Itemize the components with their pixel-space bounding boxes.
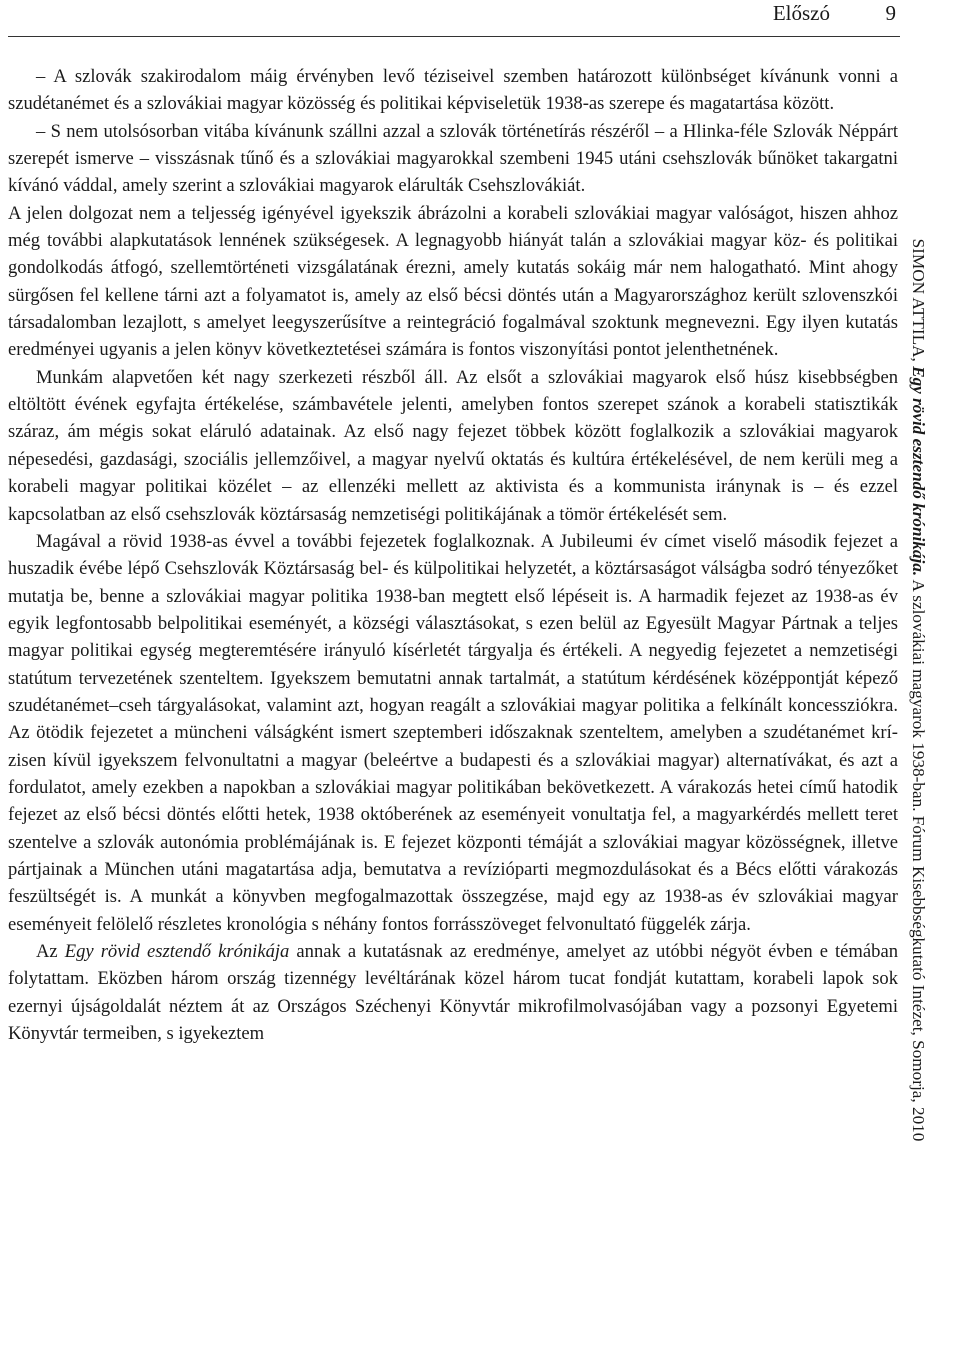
side-book-title: Egy rövid esztendő krónikája. — [909, 366, 928, 577]
running-header — [8, 0, 900, 37]
paragraph-last — [8, 938, 898, 1047]
paragraph: – S nem utolsósorban vitába kívánunk szállni azzal a szlovák történetírás részéről – a Hlinka-féle Szlovák Néppárt szerepét ismerve – visszásnak tűnő és a szlovákiai magyarokkal szembeni 1945 utáni csehszlovák bűnöket takargatni kívánó váddal, amely szerint a szlovákiai magyarok elárulták Csehszlovákiát. — [8, 120, 898, 197]
book-title-italic: Egy rövid esztendő krónikája — [64, 941, 290, 962]
side-publisher: A szlovákiai magyarok 1938-ban. Fórum Kisebbségkutató Intézet, Somorja, 2010 — [909, 576, 928, 1142]
body-text — [8, 63, 898, 1047]
paragraph: A jelen dolgozat nem a teljesség igényével igyekszik ábrázolni a korabeli szlovákiai magyar valóságot, hiszen ahhoz még további alapkutatások lennének szükségesek. A legnagyobb hiányát talán a szlovákiai magyar köz- és politikai gondolkodás átfogó, szellemtörténeti vizsgálatának érezni, amely kutatás sokáig már nem halogatható. Mint ahogy sürgősen fel kellene tárni azt a folyamatot is, amely az első bécsi döntés után a Magyarországhoz került szlovenszkói társadalomban lezajlott, s amelyet leegyszerűsítve a reintegráció fogalmával szoktunk megnevezni. Egy ilyen kutatás eredményei ugyanis a jelen könyv következtetései számára is fontos viszonyítási pontot jelenthetnének. — [8, 202, 898, 361]
paragraph-lead: Az — [36, 941, 65, 962]
paragraph: Magával a rövid 1938-as évvel a további fejezetek foglalkoznak. A Jubileumi év címet viselő második fejezet a huszadik évébe lépő Csehszlovák Köztársaság bel- és külpolitikai helyzetét, a köztársaságot válságba sodró tényezőket mutatja be, benne a szlovákiai magyar politika 1938-ban megtett első lépéseit is. A harmadik fejezet az 1938-as év egyik legfontosabb belpolitikai eseményét, a községi választásokat, s ezen belül az Egyesült Magyar Pártnak a teljes magyar politikai egység megteremtésére irányuló kísérletét tárgyalja és értékeli. A negyedig fejezetet a nemzetiségi statútum tervezetének szenteltem. Igyekszem bemutatni annak tartalmát, a statútum kérdésének középpontját képező szudétanémet–cseh tárgyalásokat, valamint azt, hogyan reagált a szlovákiai magyar politika a felkínált koncessziókra. Az ötödik fejezetet a müncheni válságként ismert szeptemberi időszaknak szenteltem, amelyben a szudétanémet krízisen kívül igyekszem felvonultatni a magyar (beleértve a budapesti és a szlovákiai magyar) alternatívákat, és azt a fordulatot, amely ezekben a napokban a szlovákiai magyar politikában bekövetkezett. A várakozás hetei című hatodik fejezet az első bécsi döntés előtti hetek, 1938 októberének az eseményeit vonultatja fel, a magyarkérdés mellett teret szentelve a szlovák autonómia problémájának is. E fejezet központi témáját a szlovákiai magyar közösségnek, illetve pártjainak a München utáni magatartása adja, bemutatva a revízióparti megmozdulásokat és a Bécs előtti várakozás feszültségét is. A munkát a könyvben megfogalmazottak összegzése, majd egy az 1938-as év szlovákiai magyar eseményeit felölelő részletes kronológia s néhány fontos forrásszöveget felvonultató függelék zárja. — [8, 530, 898, 935]
paragraph: Munkám alapvetően két nagy szerkezeti részből áll. Az elsőt a szlovákiai magyarok első húsz kisebbségben eltöltött évének egyfajta értékelése, számbavétele jelenti, amelyben fontos szerepet szánok a korabeli statisztikák száraz, ám mégis sokat eláruló adatainak. Az első nagy fejezet többek között foglalkozik a szlovákiai magyarok népesedési, gazdasági, szociális jellemzőivel, a magyar nyelvű oktatás és kultúra értékelésével, de nem kerüli meg a korabeli magyar politikai közélet – az ellenzéki mellett az aktivista és a kommunista iránynak is – és ezzel kapcsolatban az első csehszlovák köztársaság nemzetiségi politikájának a tömör értékelését sem. — [8, 366, 898, 525]
chapter-title: Előszó — [772, 1, 830, 25]
page-number: 9 — [885, 1, 896, 25]
paragraph-rest: annak a kutatásnak az eredménye, amelyet az utóbbi négyöt évben e témában folytattam. Eközben három ország tizennégy levéltárának közel három tucat fondját kutattam, korabeli lapok sok ezernyi újságoldalát néztem át az Országos Széchenyi Könyvtár mikrofilmolvasójában vagy a pozsonyi Egyetemi Könyvtár termeiben, s igyekeztem — [8, 941, 898, 1045]
paragraph: – A szlovák szakirodalom máig érvényben levő téziseivel szemben határozott különbséget kívánunk vonni a szudétanémet és a szlovákiai magyar közösség és politikai képviseletük 1938-as szerepe és magatartása között. — [8, 66, 898, 115]
side-bibliographic-note — [908, 239, 928, 1142]
side-author: SIMON ATTILA, — [909, 238, 928, 367]
